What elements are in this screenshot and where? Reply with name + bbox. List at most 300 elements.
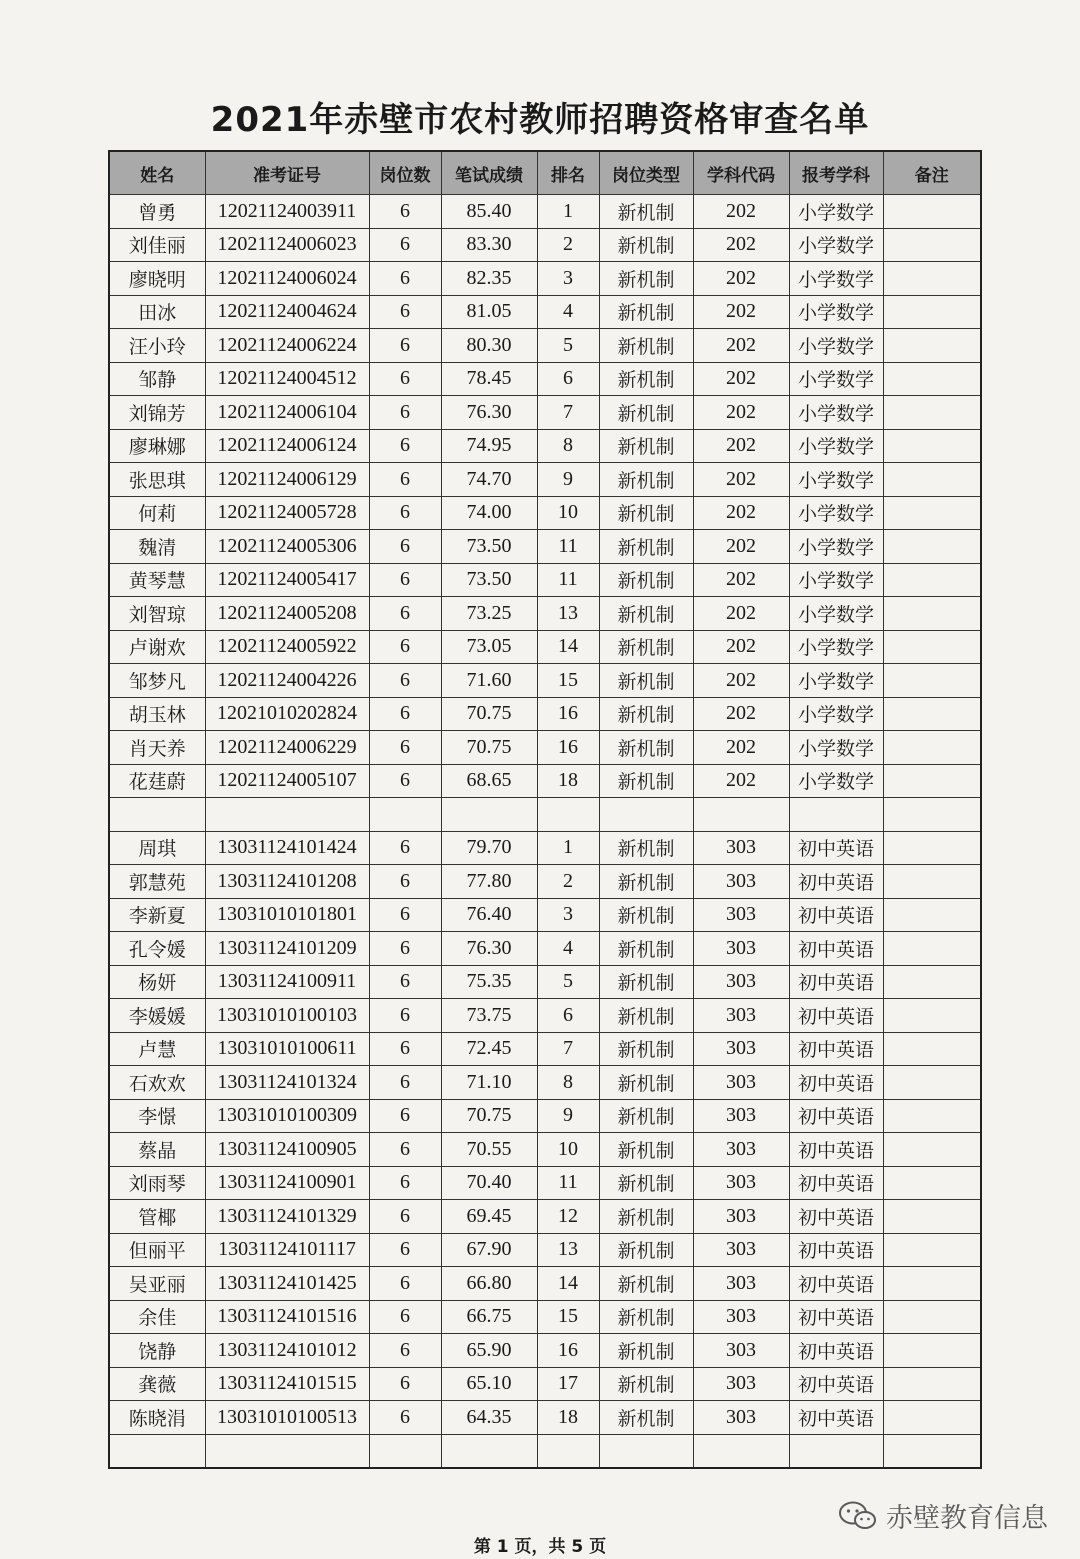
- cell-written-score: 70.75: [441, 697, 537, 731]
- cell-name: 蔡晶: [109, 1133, 205, 1167]
- cell-remarks: [883, 396, 981, 430]
- cell-post-type: 新机制: [599, 1300, 693, 1334]
- cell-exam-id: 12021124006224: [205, 329, 369, 363]
- empty-cell: [599, 1434, 693, 1468]
- cell-post-count: 6: [369, 1133, 441, 1167]
- cell-subject-code: 303: [693, 1233, 789, 1267]
- cell-post-type: 新机制: [599, 1200, 693, 1234]
- cell-written-score: 75.35: [441, 965, 537, 999]
- cell-exam-id: 12021124004624: [205, 295, 369, 329]
- cell-post-count: 6: [369, 195, 441, 229]
- cell-remarks: [883, 1267, 981, 1301]
- empty-cell: [693, 1434, 789, 1468]
- cell-name: 胡玉林: [109, 697, 205, 731]
- cell-rank: 1: [537, 831, 599, 865]
- cell-post-count: 6: [369, 831, 441, 865]
- cell-written-score: 73.25: [441, 597, 537, 631]
- cell-name: 肖天养: [109, 731, 205, 765]
- cell-subject: 初中英语: [789, 1133, 883, 1167]
- table-row: [109, 195, 981, 229]
- cell-subject: 小学数学: [789, 530, 883, 564]
- header-written-score: 笔试成绩: [441, 151, 537, 195]
- cell-post-count: 6: [369, 731, 441, 765]
- cell-remarks: [883, 831, 981, 865]
- cell-subject: 小学数学: [789, 262, 883, 296]
- cell-written-score: 70.75: [441, 1099, 537, 1133]
- cell-subject: 初中英语: [789, 1066, 883, 1100]
- cell-post-count: 6: [369, 496, 441, 530]
- cell-subject-code: 202: [693, 463, 789, 497]
- cell-subject: 小学数学: [789, 362, 883, 396]
- cell-written-score: 69.45: [441, 1200, 537, 1234]
- cell-post-type: 新机制: [599, 1099, 693, 1133]
- cell-subject-code: 202: [693, 664, 789, 698]
- cell-post-type: 新机制: [599, 1066, 693, 1100]
- table-row: [109, 1166, 981, 1200]
- cell-subject: 小学数学: [789, 630, 883, 664]
- table-row: [109, 664, 981, 698]
- empty-cell: [441, 798, 537, 832]
- cell-written-score: 73.05: [441, 630, 537, 664]
- cell-exam-id: 12021124006124: [205, 429, 369, 463]
- cell-subject: 初中英语: [789, 999, 883, 1033]
- cell-subject: 小学数学: [789, 563, 883, 597]
- table-row: [109, 764, 981, 798]
- cell-name: 曾勇: [109, 195, 205, 229]
- table-row: [109, 697, 981, 731]
- cell-subject-code: 202: [693, 597, 789, 631]
- table-row: [109, 1099, 981, 1133]
- table-row: [109, 563, 981, 597]
- cell-post-count: 6: [369, 597, 441, 631]
- cell-rank: 11: [537, 530, 599, 564]
- candidate-table: [108, 150, 982, 1469]
- cell-exam-id: 13031124101324: [205, 1066, 369, 1100]
- cell-rank: 3: [537, 898, 599, 932]
- cell-name: 卢慧: [109, 1032, 205, 1066]
- cell-exam-id: 12021124005728: [205, 496, 369, 530]
- cell-rank: 5: [537, 329, 599, 363]
- cell-exam-id: 13031124101329: [205, 1200, 369, 1234]
- cell-rank: 10: [537, 1133, 599, 1167]
- cell-subject-code: 303: [693, 965, 789, 999]
- cell-rank: 2: [537, 865, 599, 899]
- cell-subject-code: 202: [693, 429, 789, 463]
- cell-exam-id: 13031010100309: [205, 1099, 369, 1133]
- cell-written-score: 82.35: [441, 262, 537, 296]
- cell-written-score: 80.30: [441, 329, 537, 363]
- cell-post-type: 新机制: [599, 463, 693, 497]
- cell-post-count: 6: [369, 630, 441, 664]
- cell-remarks: [883, 463, 981, 497]
- cell-post-type: 新机制: [599, 597, 693, 631]
- table-row: [109, 530, 981, 564]
- cell-subject: 小学数学: [789, 597, 883, 631]
- cell-subject-code: 202: [693, 329, 789, 363]
- cell-post-type: 新机制: [599, 1367, 693, 1401]
- cell-remarks: [883, 1099, 981, 1133]
- cell-post-type: 新机制: [599, 999, 693, 1033]
- cell-name: 龚薇: [109, 1367, 205, 1401]
- cell-written-score: 78.45: [441, 362, 537, 396]
- cell-remarks: [883, 932, 981, 966]
- cell-post-count: 6: [369, 329, 441, 363]
- cell-remarks: [883, 295, 981, 329]
- cell-subject: 小学数学: [789, 228, 883, 262]
- cell-exam-id: 13031124100905: [205, 1133, 369, 1167]
- cell-rank: 16: [537, 1334, 599, 1368]
- cell-written-score: 68.65: [441, 764, 537, 798]
- empty-cell: [537, 1434, 599, 1468]
- cell-written-score: 76.40: [441, 898, 537, 932]
- cell-post-count: 6: [369, 463, 441, 497]
- cell-written-score: 70.55: [441, 1133, 537, 1167]
- table-row: [109, 1200, 981, 1234]
- header-rank: 排名: [537, 151, 599, 195]
- cell-post-count: 6: [369, 965, 441, 999]
- cell-written-score: 71.60: [441, 664, 537, 698]
- cell-post-count: 6: [369, 1200, 441, 1234]
- cell-exam-id: 13031124101012: [205, 1334, 369, 1368]
- cell-rank: 13: [537, 597, 599, 631]
- cell-subject-code: 303: [693, 831, 789, 865]
- table-row: [109, 831, 981, 865]
- cell-post-type: 新机制: [599, 295, 693, 329]
- table-row: [109, 1367, 981, 1401]
- cell-post-count: 6: [369, 362, 441, 396]
- cell-subject: 小学数学: [789, 295, 883, 329]
- cell-rank: 7: [537, 1032, 599, 1066]
- cell-exam-id: 13031124101516: [205, 1300, 369, 1334]
- cell-post-count: 6: [369, 1267, 441, 1301]
- cell-name: 但丽平: [109, 1233, 205, 1267]
- cell-subject: 初中英语: [789, 1267, 883, 1301]
- table-row: [109, 496, 981, 530]
- cell-exam-id: 13031010101801: [205, 898, 369, 932]
- table-row: [109, 1267, 981, 1301]
- cell-post-type: 新机制: [599, 965, 693, 999]
- cell-post-count: 6: [369, 1367, 441, 1401]
- cell-subject: 初中英语: [789, 831, 883, 865]
- cell-rank: 16: [537, 697, 599, 731]
- cell-post-type: 新机制: [599, 630, 693, 664]
- cell-remarks: [883, 362, 981, 396]
- cell-name: 杨妍: [109, 965, 205, 999]
- cell-post-count: 6: [369, 1099, 441, 1133]
- cell-subject: 初中英语: [789, 1334, 883, 1368]
- empty-cell: [693, 798, 789, 832]
- cell-remarks: [883, 731, 981, 765]
- cell-written-score: 67.90: [441, 1233, 537, 1267]
- cell-written-score: 66.80: [441, 1267, 537, 1301]
- cell-subject: 初中英语: [789, 865, 883, 899]
- cell-subject-code: 303: [693, 1334, 789, 1368]
- table-row: [109, 1133, 981, 1167]
- cell-name: 田冰: [109, 295, 205, 329]
- cell-remarks: [883, 664, 981, 698]
- cell-subject: 小学数学: [789, 329, 883, 363]
- cell-written-score: 76.30: [441, 932, 537, 966]
- cell-rank: 1: [537, 195, 599, 229]
- cell-subject: 初中英语: [789, 1233, 883, 1267]
- cell-name: 李媛媛: [109, 999, 205, 1033]
- table-row: [109, 463, 981, 497]
- cell-subject-code: 303: [693, 1300, 789, 1334]
- cell-rank: 18: [537, 1401, 599, 1435]
- cell-rank: 18: [537, 764, 599, 798]
- cell-post-count: 6: [369, 1066, 441, 1100]
- cell-name: 刘佳丽: [109, 228, 205, 262]
- cell-subject: 小学数学: [789, 463, 883, 497]
- cell-post-type: 新机制: [599, 1401, 693, 1435]
- empty-cell: [789, 1434, 883, 1468]
- cell-name: 陈晓涓: [109, 1401, 205, 1435]
- cell-rank: 17: [537, 1367, 599, 1401]
- header-exam-id: 准考证号: [205, 151, 369, 195]
- cell-post-type: 新机制: [599, 1334, 693, 1368]
- cell-remarks: [883, 965, 981, 999]
- cell-written-score: 81.05: [441, 295, 537, 329]
- cell-post-count: 6: [369, 228, 441, 262]
- cell-remarks: [883, 865, 981, 899]
- cell-subject: 初中英语: [789, 1401, 883, 1435]
- cell-rank: 15: [537, 664, 599, 698]
- cell-name: 周琪: [109, 831, 205, 865]
- cell-post-type: 新机制: [599, 1166, 693, 1200]
- cell-rank: 16: [537, 731, 599, 765]
- cell-written-score: 79.70: [441, 831, 537, 865]
- cell-subject: 小学数学: [789, 396, 883, 430]
- cell-remarks: [883, 329, 981, 363]
- cell-subject: 初中英语: [789, 1099, 883, 1133]
- cell-subject: 初中英语: [789, 898, 883, 932]
- cell-post-type: 新机制: [599, 898, 693, 932]
- cell-exam-id: 12021124006024: [205, 262, 369, 296]
- cell-post-count: 6: [369, 1233, 441, 1267]
- empty-cell: [599, 798, 693, 832]
- cell-subject-code: 202: [693, 362, 789, 396]
- header-remarks: 备注: [883, 151, 981, 195]
- spacer-row: [109, 798, 981, 832]
- cell-written-score: 73.50: [441, 563, 537, 597]
- cell-exam-id: 12021124003911: [205, 195, 369, 229]
- cell-post-count: 6: [369, 865, 441, 899]
- table-row: [109, 362, 981, 396]
- cell-exam-id: 13031124100901: [205, 1166, 369, 1200]
- cell-written-score: 77.80: [441, 865, 537, 899]
- cell-post-count: 6: [369, 664, 441, 698]
- cell-post-type: 新机制: [599, 195, 693, 229]
- table-row: [109, 329, 981, 363]
- cell-exam-id: 12021124006229: [205, 731, 369, 765]
- table-row: [109, 630, 981, 664]
- cell-subject-code: 202: [693, 697, 789, 731]
- cell-subject: 初中英语: [789, 1032, 883, 1066]
- spacer-row: [109, 1434, 981, 1468]
- table-row: [109, 1300, 981, 1334]
- cell-rank: 9: [537, 1099, 599, 1133]
- cell-post-type: 新机制: [599, 1032, 693, 1066]
- table-row: [109, 1334, 981, 1368]
- cell-name: 廖琳娜: [109, 429, 205, 463]
- table-row: [109, 932, 981, 966]
- cell-exam-id: 13031010100513: [205, 1401, 369, 1435]
- empty-cell: [537, 798, 599, 832]
- cell-written-score: 65.10: [441, 1367, 537, 1401]
- cell-post-count: 6: [369, 530, 441, 564]
- cell-written-score: 74.00: [441, 496, 537, 530]
- cell-subject-code: 202: [693, 228, 789, 262]
- empty-cell: [883, 798, 981, 832]
- cell-post-type: 新机制: [599, 563, 693, 597]
- cell-exam-id: 12021124006023: [205, 228, 369, 262]
- cell-name: 余佳: [109, 1300, 205, 1334]
- cell-rank: 8: [537, 1066, 599, 1100]
- cell-exam-id: 13031124101209: [205, 932, 369, 966]
- cell-subject-code: 202: [693, 496, 789, 530]
- cell-rank: 5: [537, 965, 599, 999]
- table-header-row: [109, 151, 981, 195]
- cell-remarks: [883, 530, 981, 564]
- cell-remarks: [883, 1200, 981, 1234]
- table-row: [109, 262, 981, 296]
- cell-name: 郭慧苑: [109, 865, 205, 899]
- cell-post-count: 6: [369, 764, 441, 798]
- cell-subject-code: 202: [693, 262, 789, 296]
- cell-subject-code: 303: [693, 1367, 789, 1401]
- cell-remarks: [883, 1334, 981, 1368]
- cell-post-count: 6: [369, 1334, 441, 1368]
- cell-rank: 4: [537, 295, 599, 329]
- cell-exam-id: 13031010100103: [205, 999, 369, 1033]
- cell-post-type: 新机制: [599, 664, 693, 698]
- cell-remarks: [883, 262, 981, 296]
- cell-post-type: 新机制: [599, 1233, 693, 1267]
- table-row: [109, 1066, 981, 1100]
- cell-name: 李憬: [109, 1099, 205, 1133]
- header-subject-code: 学科代码: [693, 151, 789, 195]
- cell-rank: 2: [537, 228, 599, 262]
- cell-rank: 9: [537, 463, 599, 497]
- cell-name: 花莛蔚: [109, 764, 205, 798]
- cell-remarks: [883, 1166, 981, 1200]
- cell-rank: 11: [537, 1166, 599, 1200]
- cell-exam-id: 12021124005107: [205, 764, 369, 798]
- empty-cell: [883, 1434, 981, 1468]
- cell-post-type: 新机制: [599, 396, 693, 430]
- cell-subject-code: 303: [693, 898, 789, 932]
- watermark-text: 赤壁教育信息: [886, 1503, 1048, 1534]
- cell-post-type: 新机制: [599, 1133, 693, 1167]
- cell-written-score: 73.75: [441, 999, 537, 1033]
- cell-written-score: 65.90: [441, 1334, 537, 1368]
- cell-name: 石欢欢: [109, 1066, 205, 1100]
- cell-post-type: 新机制: [599, 262, 693, 296]
- cell-name: 饶静: [109, 1334, 205, 1368]
- table-row: [109, 865, 981, 899]
- cell-subject-code: 303: [693, 1401, 789, 1435]
- cell-subject-code: 303: [693, 1200, 789, 1234]
- cell-post-type: 新机制: [599, 496, 693, 530]
- cell-exam-id: 13031010100611: [205, 1032, 369, 1066]
- cell-subject-code: 202: [693, 295, 789, 329]
- cell-remarks: [883, 697, 981, 731]
- cell-remarks: [883, 1032, 981, 1066]
- cell-subject-code: 202: [693, 630, 789, 664]
- cell-written-score: 72.45: [441, 1032, 537, 1066]
- header-post-type: 岗位类型: [599, 151, 693, 195]
- cell-post-count: 6: [369, 563, 441, 597]
- cell-rank: 14: [537, 630, 599, 664]
- cell-exam-id: 13031124101424: [205, 831, 369, 865]
- cell-post-count: 6: [369, 1401, 441, 1435]
- cell-exam-id: 12021124005417: [205, 563, 369, 597]
- cell-rank: 11: [537, 563, 599, 597]
- cell-subject: 初中英语: [789, 932, 883, 966]
- cell-post-count: 6: [369, 999, 441, 1033]
- cell-remarks: [883, 496, 981, 530]
- cell-rank: 3: [537, 262, 599, 296]
- empty-cell: [369, 1434, 441, 1468]
- header-post-count: 岗位数: [369, 151, 441, 195]
- wechat-icon: [838, 1500, 878, 1532]
- watermark: [838, 1496, 1048, 1535]
- table-row: [109, 396, 981, 430]
- cell-exam-id: 12021010202824: [205, 697, 369, 731]
- cell-post-type: 新机制: [599, 831, 693, 865]
- cell-remarks: [883, 999, 981, 1033]
- cell-exam-id: 13031124101208: [205, 865, 369, 899]
- cell-name: 孔令媛: [109, 932, 205, 966]
- cell-subject: 小学数学: [789, 429, 883, 463]
- cell-post-type: 新机制: [599, 865, 693, 899]
- cell-written-score: 76.30: [441, 396, 537, 430]
- cell-exam-id: 13031124101425: [205, 1267, 369, 1301]
- cell-subject: 小学数学: [789, 764, 883, 798]
- table-row: [109, 731, 981, 765]
- table-row: [109, 1233, 981, 1267]
- cell-written-score: 83.30: [441, 228, 537, 262]
- cell-remarks: [883, 1066, 981, 1100]
- cell-subject: 初中英语: [789, 1300, 883, 1334]
- table-row: [109, 999, 981, 1033]
- cell-exam-id: 12021124005922: [205, 630, 369, 664]
- cell-written-score: 74.70: [441, 463, 537, 497]
- cell-name: 管椰: [109, 1200, 205, 1234]
- cell-remarks: [883, 1233, 981, 1267]
- cell-exam-id: 12021124004226: [205, 664, 369, 698]
- cell-subject: 小学数学: [789, 664, 883, 698]
- cell-subject-code: 202: [693, 563, 789, 597]
- cell-post-count: 6: [369, 932, 441, 966]
- cell-post-count: 6: [369, 429, 441, 463]
- cell-remarks: [883, 429, 981, 463]
- cell-rank: 10: [537, 496, 599, 530]
- page-title: 2021年赤壁市农村教师招聘资格审查名单: [210, 100, 870, 140]
- cell-subject-code: 303: [693, 1133, 789, 1167]
- cell-name: 黄琴慧: [109, 563, 205, 597]
- cell-name: 邹梦凡: [109, 664, 205, 698]
- cell-subject-code: 303: [693, 932, 789, 966]
- table-row: [109, 1401, 981, 1435]
- cell-post-type: 新机制: [599, 362, 693, 396]
- cell-subject-code: 303: [693, 1066, 789, 1100]
- cell-subject: 小学数学: [789, 195, 883, 229]
- cell-rank: 13: [537, 1233, 599, 1267]
- cell-exam-id: 12021124004512: [205, 362, 369, 396]
- cell-remarks: [883, 1367, 981, 1401]
- table-row: [109, 898, 981, 932]
